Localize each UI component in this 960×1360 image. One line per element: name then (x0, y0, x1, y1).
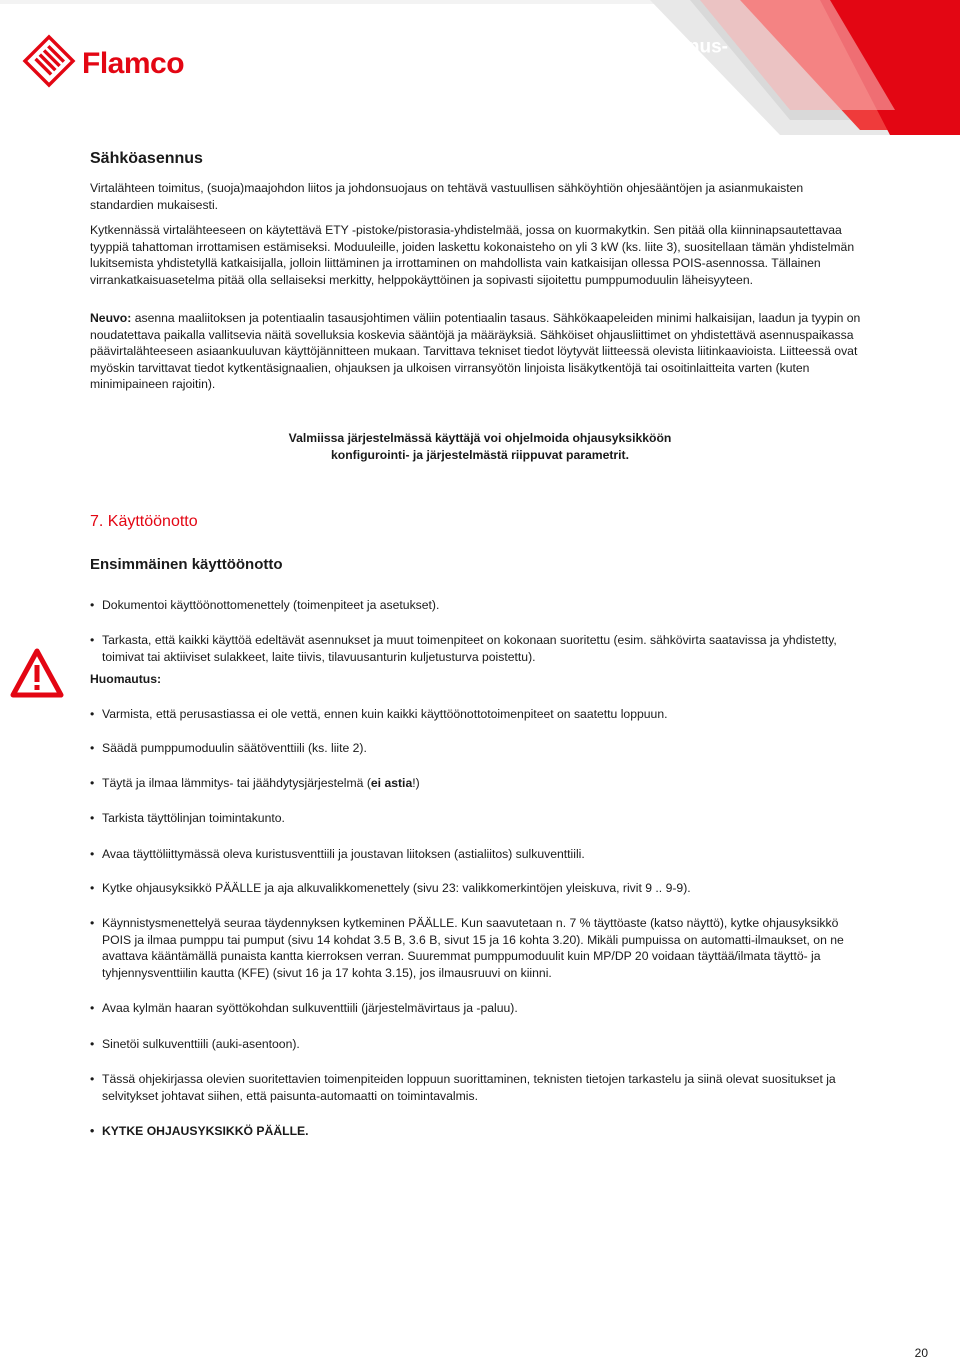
list-item: • Tarkista täyttölinjan toimintakunto. (90, 810, 865, 827)
list-item: • Dokumentoi käyttöönottomenettely (toimenpiteet ja asetukset). (90, 597, 865, 614)
list-item: • KYTKE OHJAUSYKSIKKÖ PÄÄLLE. (90, 1123, 865, 1140)
page-header (0, 0, 960, 135)
document-title: Flamcomat® Asennus- ja käyttöohjekirja (528, 36, 728, 79)
flamco-logo-icon (22, 34, 76, 88)
list-item: • Sinetöi sulkuventtiili (auki-asentoon). (90, 1036, 865, 1053)
list-item: • Täytä ja ilmaa lämmitys- tai jäähdytysjärjestelmä (ei astia!) (90, 775, 865, 792)
brand-name: Flamco (82, 47, 185, 80)
list-item: • Varmista, että perusastiassa ei ole vettä, ennen kuin kaikki käyttöönottotoimenpiteet on saatettu loppuun. (90, 706, 865, 723)
list-item: • Avaa täyttöliittymässä oleva kuristusventtiili ja joustavan liitoksen (astialiitos) sulkuventtiili. (90, 846, 865, 863)
note-label: Huomautus: (90, 672, 162, 686)
paragraph-power-supply: Virtalähteen toimitus, (suoja)maajohdon liitos ja johdonsuojaus on tehtävä vastuullisen sähköyhtiön ohjesääntöjen ja asianmukaisten standardien mukaisesti. (90, 181, 804, 212)
chapter-heading-commissioning: 7. Käyttöönotto (90, 513, 198, 530)
advice-label: Neuvo: (90, 311, 132, 325)
paragraph-plug-connection: Kytkennässä virtalähteeseen on käytettävä ETY -pistoke/pistorasia-yhdistelmää, jossa on kuormakytkin. Sen pitää olla kiinninapsautettavaa tyyppiä tahattoman irrottamisen estämiseksi. Moduuleille, joiden laskettu kokonaisteho on yli 3 kW (ks. liite 3), suositellaan tämän yhdistelmän lukitsemista yhdistetyllä katkaisijalla, jolloin liittäminen ja irrottaminen on mahdollista vain katkaisijan ollessa POIS-asennossa. Tällainen virrankatkaisuasetelma pitää olla sellaiseksi merkitty, helppokäyttöinen ja sopivasti sijoitettu pumppumoduulin läheisyyteen. (90, 223, 855, 287)
flamco-logo (22, 34, 184, 88)
section-heading-electrical: Sähköasennus (90, 150, 203, 167)
list-item: • Avaa kylmän haaran syöttökohdan sulkuventtiili (järjestelmävirtaus ja -paluu). (90, 1000, 865, 1017)
subheading-first-commissioning: Ensimmäinen käyttöönotto (90, 556, 283, 573)
paragraph-advice: Neuvo: asenna maaliitoksen ja potentiaalin tasausjohtimen väliin potentiaalin tasaus. Sähkökaapeleiden minimi halkaisijan, laadun ja tyypin on noudatettava paikalla vallitsevia näitä sovelluksia koskevia sääntöjä ja määräyksiä. Sähköiset ohjausliittimet on yhdistettävä asennuspaikassa päävirtalähteeseen asiaankuuluvan käyttöjännitteen mukaan. Tarvittava tekniset tiedot löytyvät liitteessä olevista liitinkaavioista. Liitteessä ovat myöskin tarvittavat tiedot kytkentäsignaalien, ohjauksen ja ulkoisen virransyötön linjoista lisäkytkentöjä tai osoitinlaitteita varten (kuten minimipaineen rajoitin). (90, 311, 861, 391)
warning-icon (10, 648, 64, 698)
list-item: • Käynnistysmenettelyä seuraa täydennyksen kytkeminen PÄÄLLE. Kun saavutetaan n. 7 % täyttöaste (katso näyttö), kytke ohjausyksikkö POIS ja ilmaa pumppu tai pumput (sivu 14 kohdat 3.5 B, 3.6 B, sivut 15 ja 16 kohta 3.20). Mikäli pumpuissa on automatti-ilmaukset, on ne avattava kääntämällä punaista kantta kierroksen verran. Suuremmat pumppumoduulit kuin MP/DP 20 voidaan täyttää/ilmata täyttö- ja tyhjennysventtiilin kautta (KFE) (sivut 16 ja 17 kohta 3.15), jos ilmausruuvi on kiinni. (90, 915, 865, 981)
list-item: • Tässä ohjekirjassa olevien suoritettavien toimenpiteiden loppuun suorittaminen, teknisten tietojen tarkastelu ja siinä olevat suositukset ja selvitykset johtavat siihen, että paisunta-automaatti on toimintavalmis. (90, 1071, 865, 1104)
list-item: • Säädä pumppumoduulin säätöventtiili (ks. liite 2). (90, 740, 865, 757)
list-item: • Tarkasta, että kaikki käyttöä edeltävät asennukset ja muut toimenpiteet on kokonaan suoritettu (esim. sähkövirta saatavissa ja yhdistetty, toimivat tai aktiiviset sulakkeet, laite tiivis, tilavuusanturin kuljetusturva poistettu). (90, 632, 865, 665)
page-number: 20 (914, 1346, 928, 1360)
list-item: • Kytke ohjausyksikkö PÄÄLLE ja aja alkuvalikkomenettely (sivu 23: valikkomerkintöjen yleiskuva, rivit 9 .. 9-9). (90, 880, 865, 897)
configuration-note: Valmiissa järjestelmässä käyttäjä voi ohjelmoida ohjausyksikköön konfigurointi- ja järjestelmästä riippuvat parametrit. (288, 431, 672, 462)
